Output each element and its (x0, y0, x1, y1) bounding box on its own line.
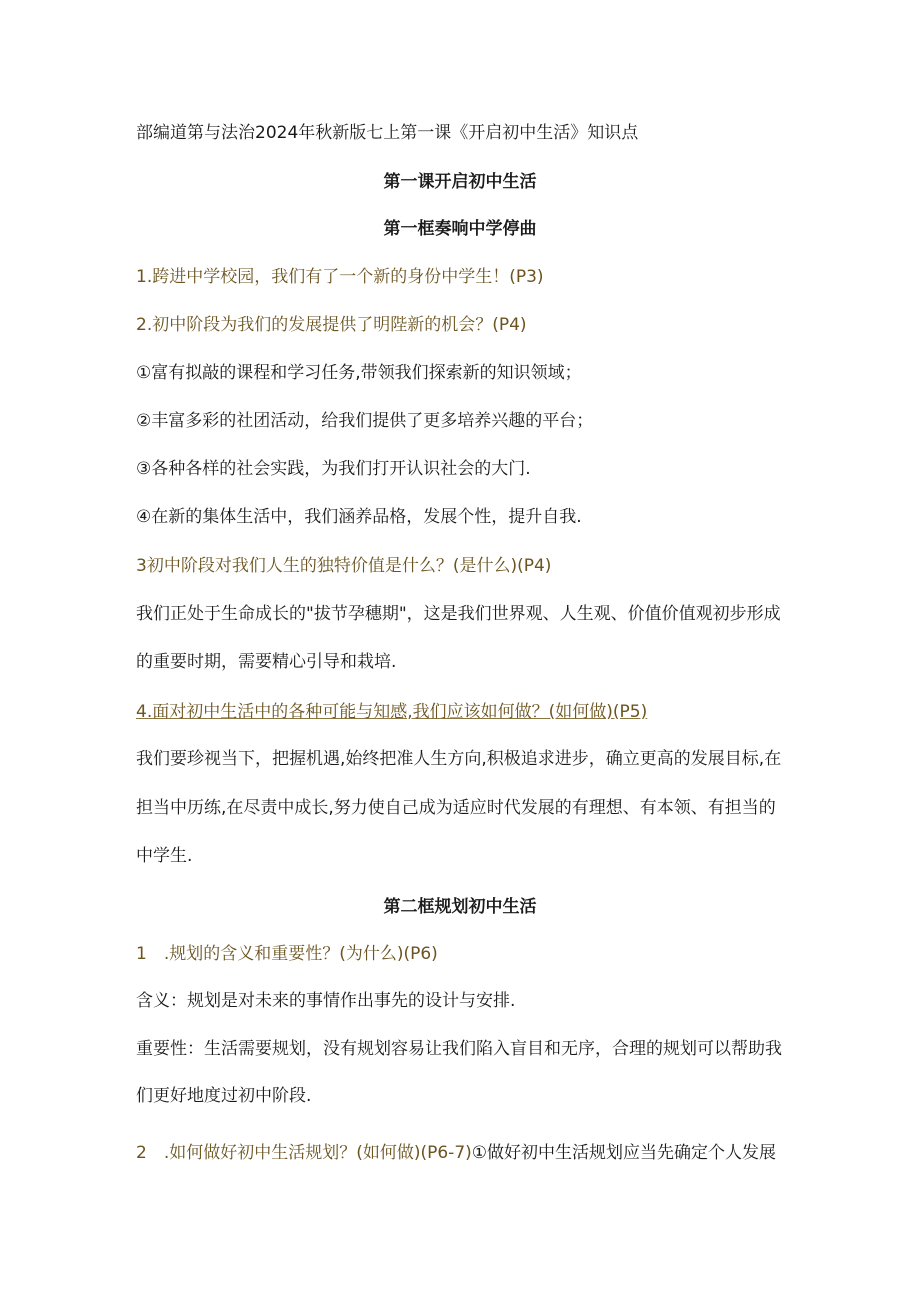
answer-line: 中学生. (136, 846, 193, 866)
section2-heading: 第二框规划初中生活 (383, 897, 537, 917)
question: 1 .规划的含义和重要性？(为什么)(P6) (136, 944, 438, 964)
list-item: ④在新的集体生活中，我们涵养品格，发展个性，提升自我. (136, 507, 582, 527)
question-line (136, 1142, 776, 1164)
answer-line: 含义：规划是对未来的事情作出事先的设计与安排. (136, 991, 516, 1011)
answer-start: ①做好初中生活规划应当先确定个人发展 (471, 1143, 777, 1163)
lesson-heading: 第一课开启初中生活 (383, 172, 537, 192)
question: 4.面对初中生活中的各种可能与知感,我们应该如何做？(如何做)(P5) (136, 702, 648, 722)
answer-line: 的重要时期，需要精心引导和栽培. (136, 652, 397, 672)
answer-line: 我们正处于生命成长的"拔节孕穗期"，这是我们世界观、人生观、价值价值观初步形成 (136, 604, 781, 624)
list-item: ②丰富多彩的社团活动，给我们提供了更多培养兴趣的平台； (136, 411, 594, 431)
list-item: ③各种各样的社会实践，为我们打开认识社会的大门. (136, 459, 531, 479)
answer-line: 重要性：生活需要规划，没有规划容易让我们陷入盲目和无序，合理的规划可以帮助我 (136, 1039, 782, 1059)
answer-line: 们更好地度过初中阶段. (136, 1086, 312, 1106)
question: 1.跨进中学校园，我们有了一个新的身份中学生！(P3) (136, 267, 544, 287)
answer-line: 我们要珍视当下，把握机遇,始终把准人生方向,积极追求进步，确立更高的发展目标,在 (136, 749, 782, 769)
section1-heading: 第一框奏响中学停曲 (383, 219, 537, 239)
question: 3初中阶段对我们人生的独特价值是什么？(是什么)(P4) (136, 556, 552, 576)
question: 2 .如何做好初中生活规划？(如何做)(P6-7) (136, 1143, 472, 1163)
document-title: 部编道第与法治2024年秋新版七上第一课《开启初中生活》知识点 (136, 123, 639, 143)
question: 2.初中阶段为我们的发展提供了明陛新的机会？(P4) (136, 315, 527, 335)
list-item: ①富有拟敲的课程和学习任务,带领我们探索新的知识领域； (136, 363, 582, 383)
answer-line: 担当中历练,在尽责中成长,努力使自己成为适应时代发展的有理想、有本领、有担当的 (136, 798, 776, 818)
